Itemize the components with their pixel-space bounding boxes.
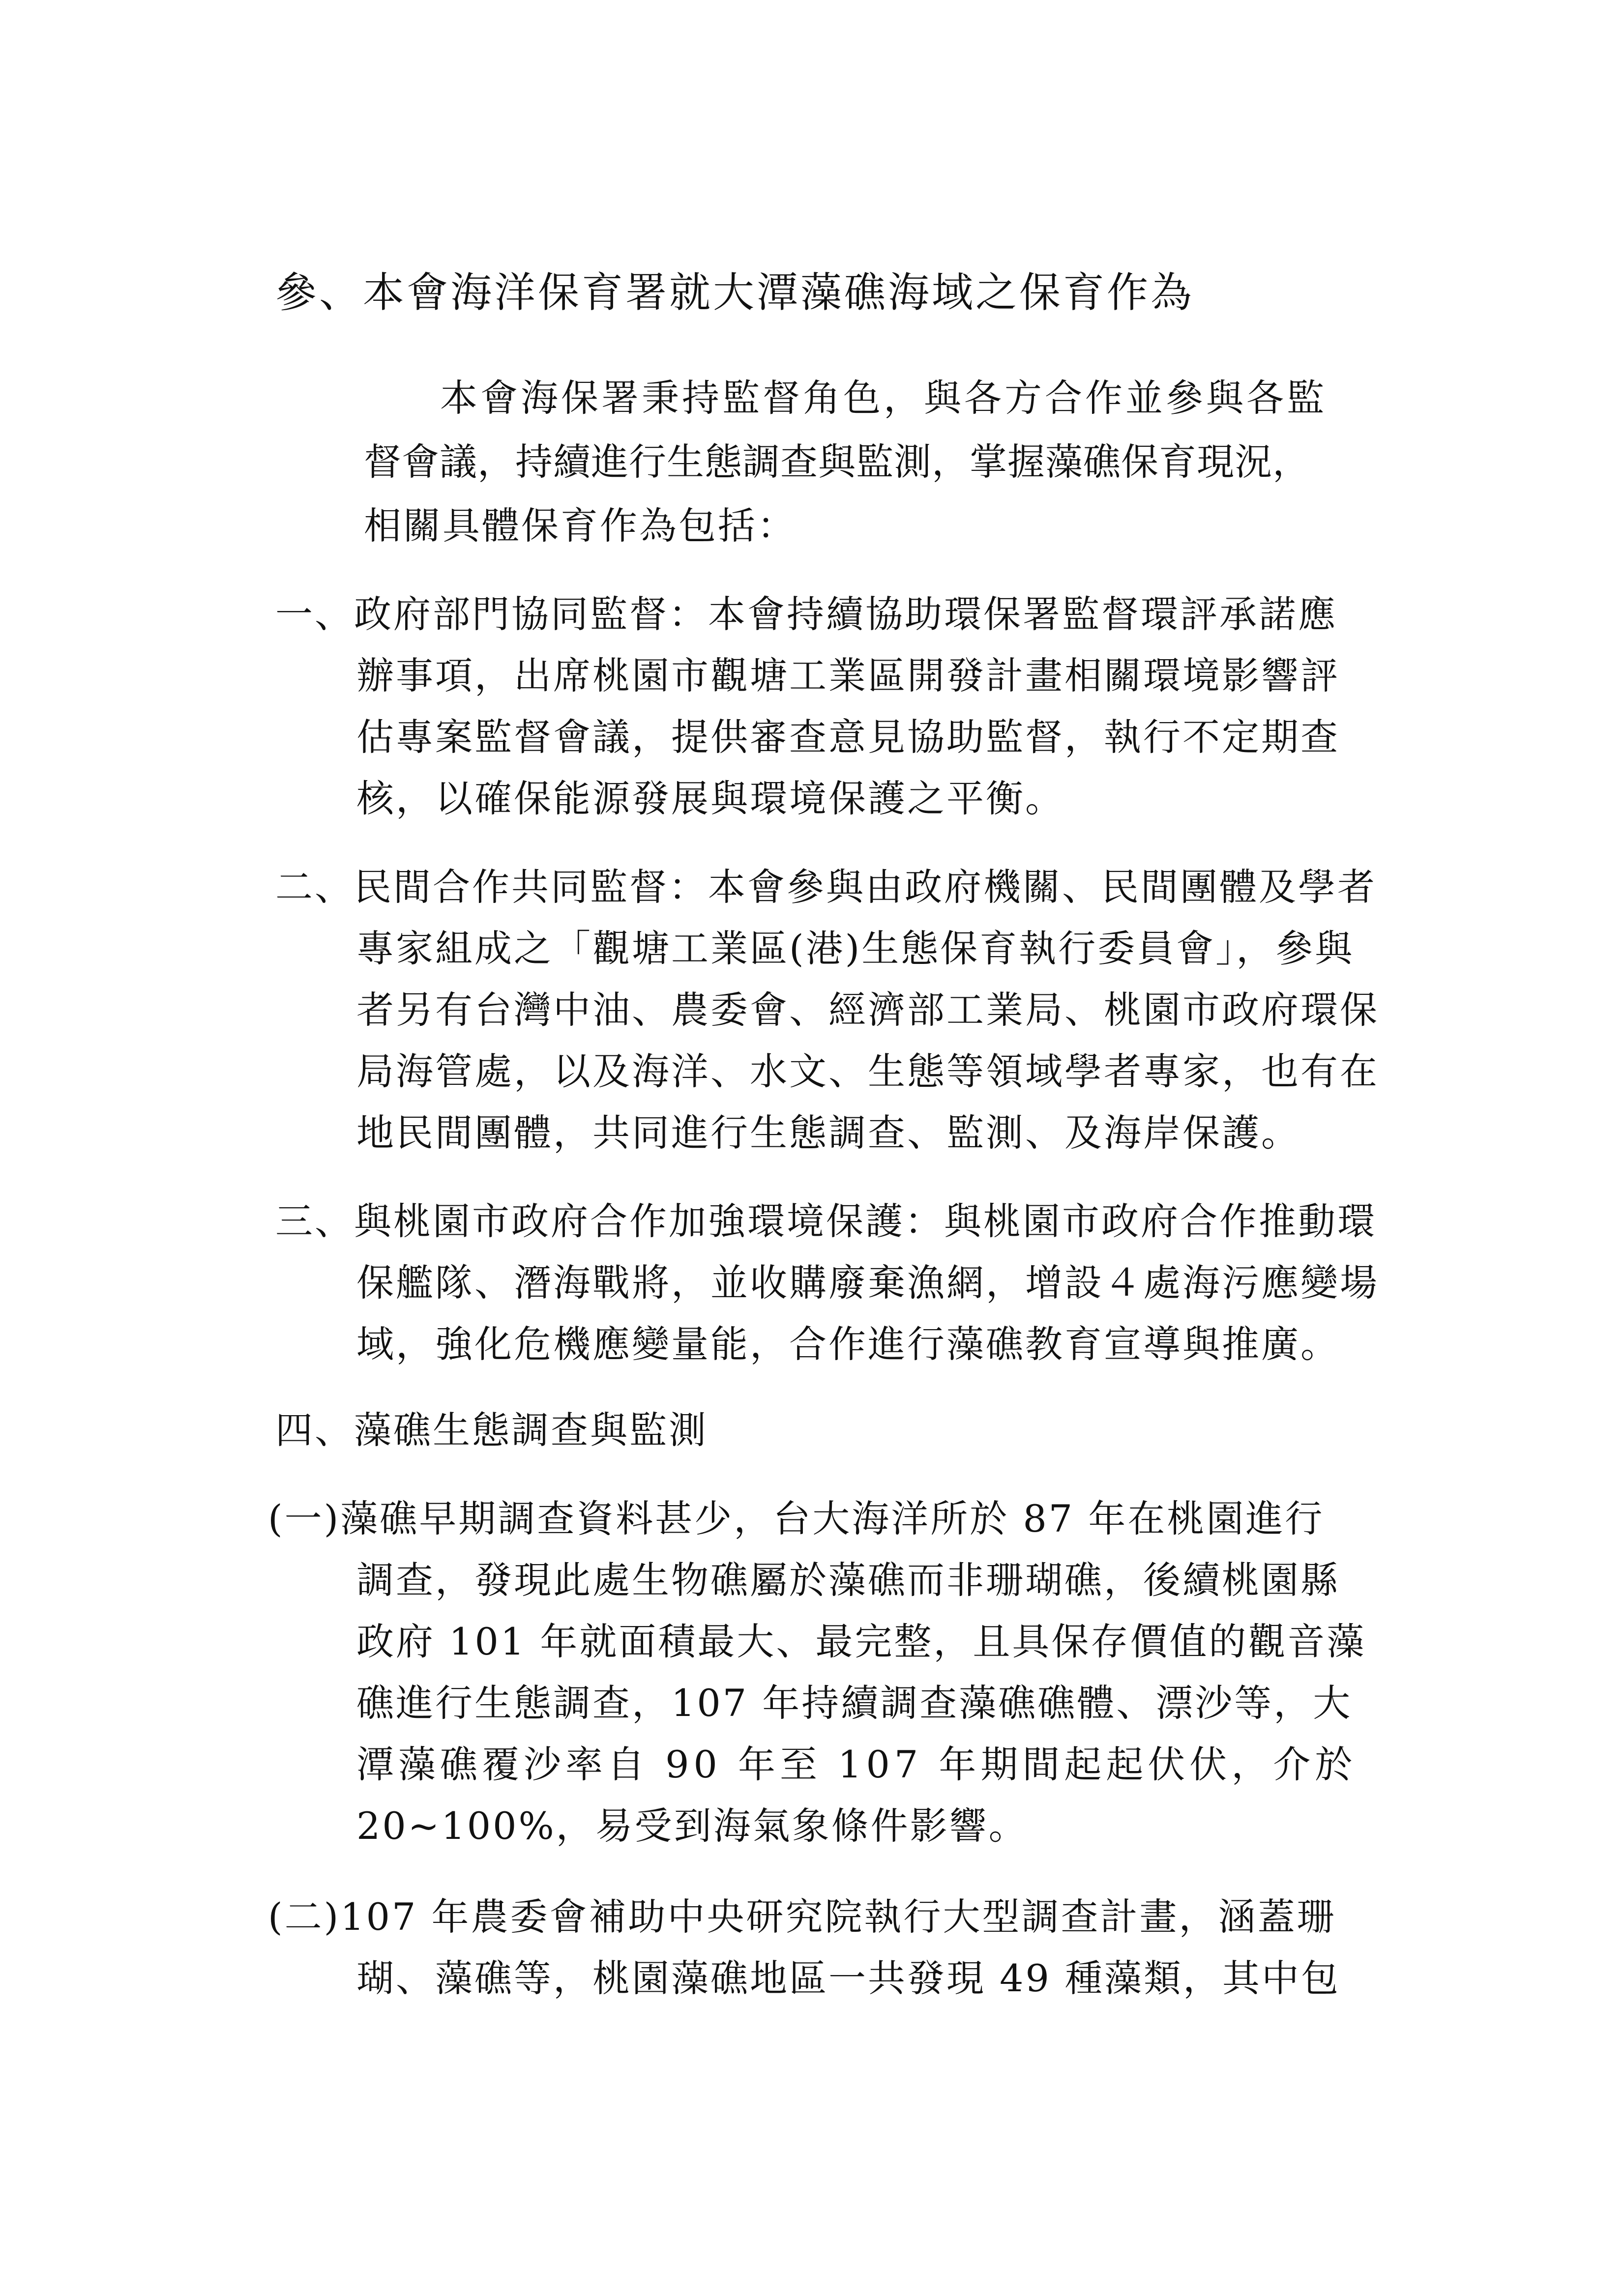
subitem-line: (一)藻礁早期調查資料甚少，台大海洋所於 87 年在桃園進行 <box>268 1497 1325 1540</box>
list-item-line: 地民間團體，共同進行生態調查、監測、及海岸保護。 <box>356 1111 1300 1155</box>
list-item-line: 估專案監督會議，提供審查意見協助監督，執行不定期查 <box>356 715 1340 759</box>
subitem-line: 礁進行生態調查，107 年持續調查藻礁礁體、漂沙等，大 <box>356 1681 1353 1725</box>
subitem-line: 潭藻礁覆沙率自 90 年至 107 年期間起起伏伏，介於 <box>356 1743 1357 1786</box>
section-heading: 參、本會海洋保育署就大潭藻礁海域之保育作為 <box>275 268 1195 317</box>
subitem-line: 政府 101 年就面積最大、最完整，且具保存價值的觀音藻 <box>356 1620 1366 1663</box>
intro-line: 督會議，持續進行生態調查與監測，掌握藻礁保育現況， <box>364 440 1310 484</box>
list-item-line: 域，強化危機應變量能，合作進行藻礁教育宣導與推廣。 <box>356 1322 1340 1366</box>
subitem-line: 20~100%，易受到海氣象條件影響。 <box>356 1804 1028 1848</box>
list-item-line: 核，以確保能源發展與環境保護之平衡。 <box>356 777 1064 820</box>
list-item-line: 者另有台灣中油、農委會、經濟部工業局、桃園市政府環保 <box>356 988 1379 1032</box>
list-item-line: 保艦隊、潛海戰將，並收購廢棄漁網，增設４處海污應變場 <box>356 1261 1379 1305</box>
list-item-line: 二、民間合作共同監督：本會參與由政府機關、民間團體及學者 <box>275 865 1377 909</box>
list-item-line: 三、與桃園市政府合作加強環境保護：與桃園市政府合作推動環 <box>275 1199 1377 1243</box>
list-item-line: 專家組成之「觀塘工業區(港)生態保育執行委員會」，參與 <box>356 927 1355 970</box>
subitem-line: (二)107 年農委會補助中央研究院執行大型調查計畫，涵蓋珊 <box>268 1895 1336 1939</box>
list-item-line: 一、政府部門協同監督：本會持續協助環保署監督環評承諾應 <box>275 592 1337 636</box>
list-item-line: 局海管處，以及海洋、水文、生態等領域學者專家，也有在 <box>356 1049 1379 1093</box>
subitem-line: 調查，發現此處生物礁屬於藻礁而非珊瑚礁，後續桃園縣 <box>356 1558 1340 1602</box>
intro-line: 相關具體保育作為包括： <box>364 504 797 548</box>
list-item-line: 四、藻礁生態調查與監測 <box>275 1408 708 1452</box>
intro-line: 本會海保署秉持監督角色，與各方合作並參與各監 <box>440 376 1327 420</box>
list-item-line: 辦事項，出席桃園市觀塘工業區開發計畫相關環境影響評 <box>356 654 1340 698</box>
subitem-line: 瑚、藻礁等，桃園藻礁地區一共發現 49 種藻類，其中包 <box>356 1956 1341 2000</box>
